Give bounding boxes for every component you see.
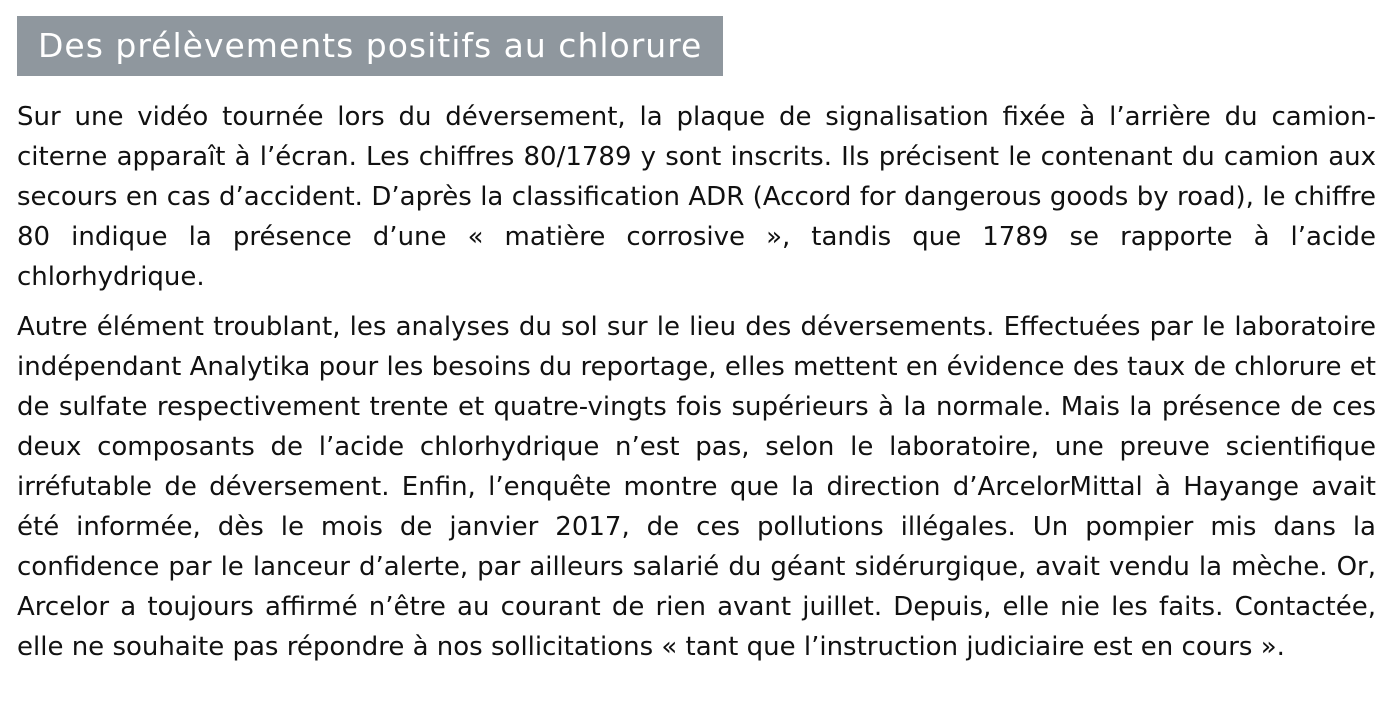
article-paragraph-1: Sur une vidéo tournée lors du déversement, la plaque de signalisation fixée à l’arrière du camion-citerne apparaît à l’écran. Les chiffres 80/1789 y sont inscrits. Ils précisent le contenant du camion aux secours en cas d’accident. D’après la classification ADR (Accord for dangerous goods by road), le chiffre 80 indique la présence d’une « matière corrosive », tandis que 1789 se rapporte à l’acide chlorhydrique.: [17, 102, 1376, 292]
document-page: [17, 16, 1376, 667]
section-title: Des prélèvements positifs au chlorure: [17, 16, 723, 76]
article-paragraph-2: Autre élément troublant, les analyses du sol sur le lieu des déversements. Effectuées par le laboratoire indépendant Analytika pour les besoins du reportage, elles mettent en évidence des taux de chlorure et de sulfate respectivement trente et quatre-vingts fois supérieurs à la normale. Mais la présence de ces deux composants de l’acide chlorhydrique n’est pas, selon le laboratoire, une preuve scientifique irréfutable de déversement. Enfin, l’enquête montre que la direction d’ArcelorMittal à Hayange avait été informée, dès le mois de janvier 2017, de ces pollutions illégales. Un pompier mis dans la confidence par le lanceur d’alerte, par ailleurs salarié du géant sidérurgique, avait vendu la mèche. Or, Arcelor a toujours affirmé n’être au courant de rien avant juillet. Depuis, elle nie les faits. Contactée, elle ne souhaite pas répondre à nos sollicitations « tant que l’instruction judiciaire est en cours ».: [17, 312, 1376, 662]
article-body: [17, 97, 1376, 667]
